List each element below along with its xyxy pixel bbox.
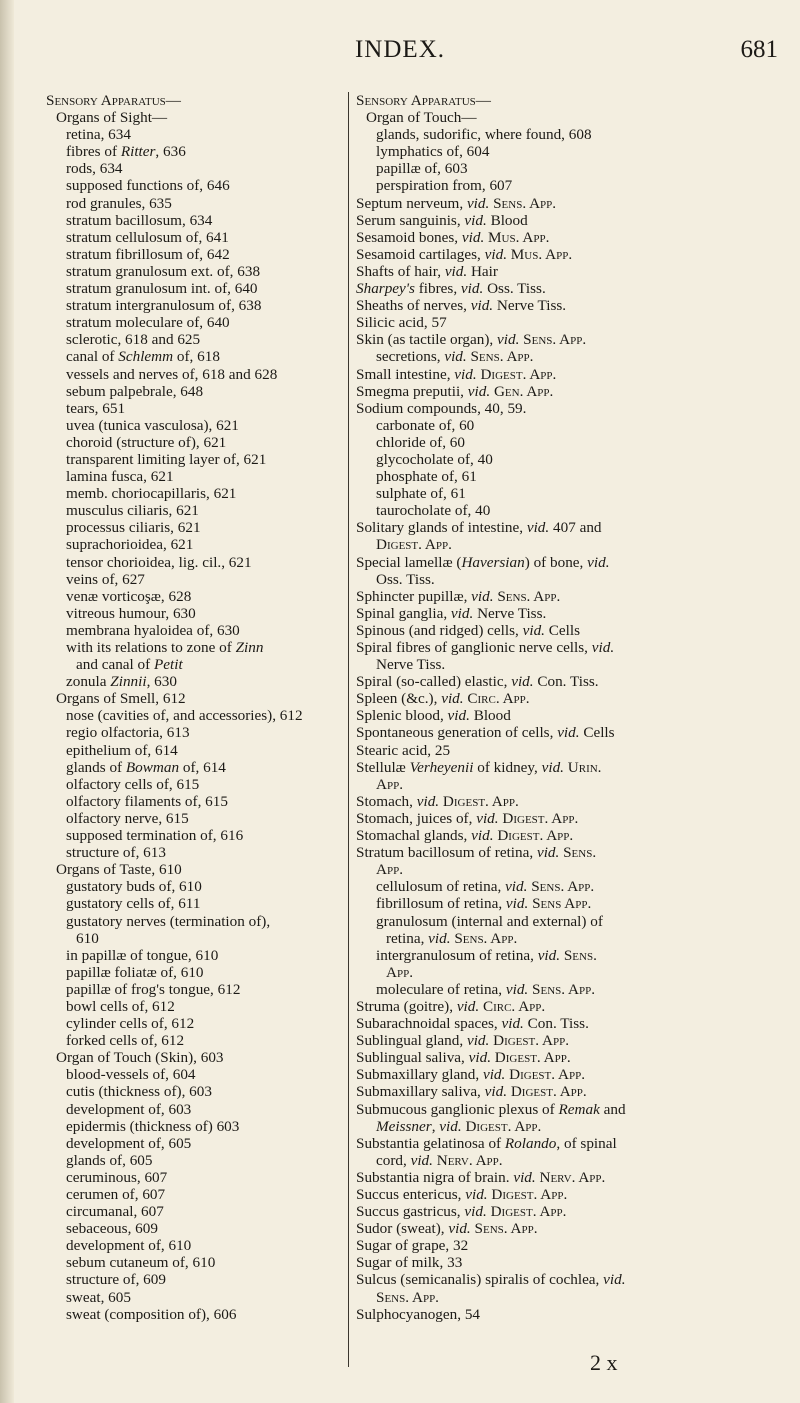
index-subentry: fibres of Ritter, 636 bbox=[66, 143, 186, 161]
index-subentry: papillæ foliatæ of, 610 bbox=[66, 963, 204, 981]
index-subentry: rods, 634 bbox=[66, 160, 123, 178]
index-subentry: sulphate of, 61 bbox=[376, 485, 466, 503]
index-subentry: intergranulosum of retina, vid. Sens. bbox=[376, 946, 597, 964]
index-entry: Septum nerveum, vid. Sens. App. bbox=[356, 194, 557, 212]
index-subentry: Organ of Touch (Skin), 603 bbox=[56, 1049, 224, 1067]
index-subentry: gustatory cells of, 611 bbox=[66, 895, 201, 913]
index-subentry: gustatory buds of, 610 bbox=[66, 878, 202, 896]
index-entry: Sheaths of nerves, vid. Nerve Tiss. bbox=[356, 297, 567, 315]
index-subentry: retina, vid. Sens. App. bbox=[386, 929, 518, 947]
index-subentry: circumanal, 607 bbox=[66, 1203, 164, 1221]
index-subentry: stratum intergranulosum of, 638 bbox=[66, 297, 262, 315]
index-subentry: stratum cellulosum of, 641 bbox=[66, 228, 229, 246]
index-subentry: veins of, 627 bbox=[66, 570, 145, 588]
index-entry: Serum sanguinis, vid. Blood bbox=[356, 211, 528, 229]
index-entry: Skin (as tactile organ), vid. Sens. App. bbox=[356, 331, 587, 349]
index-subentry: chloride of, 60 bbox=[376, 433, 465, 451]
index-entry: Stomach, vid. Digest. App. bbox=[356, 792, 519, 810]
index-entry: Stomach, juices of, vid. Digest. App. bbox=[356, 809, 579, 827]
index-entry: Sugar of milk, 33 bbox=[356, 1254, 463, 1272]
index-entry: Submaxillary gland, vid. Digest. App. bbox=[356, 1066, 586, 1084]
index-subentry: canal of Schlemm of, 618 bbox=[66, 348, 220, 366]
index-subentry: sebum palpebrale, 648 bbox=[66, 382, 204, 400]
index-entry: Sensory Apparatus— bbox=[46, 92, 181, 109]
index-subentry: sclerotic, 618 and 625 bbox=[66, 331, 201, 349]
index-entry: Sensory Apparatus— bbox=[356, 92, 491, 109]
index-subentry: tensor chorioidea, lig. cil., 621 bbox=[66, 553, 252, 571]
page-number: 681 bbox=[740, 36, 778, 63]
index-entry: Sulphocyanogen, 54 bbox=[356, 1305, 481, 1323]
index-entry: Substantia nigra of brain. vid. Nerv. App. bbox=[356, 1168, 606, 1186]
index-subentry: stratum granulosum ext. of, 638 bbox=[66, 262, 261, 280]
index-subentry: musculus ciliaris, 621 bbox=[66, 502, 199, 520]
index-entry: Stomachal glands, vid. Digest. App. bbox=[356, 827, 574, 845]
index-subentry: Nerve Tiss. bbox=[376, 656, 446, 674]
index-entry: Sesamoid cartilages, vid. Mus. App. bbox=[356, 245, 573, 263]
index-subentry: rod granules, 635 bbox=[66, 194, 172, 212]
index-subentry: structure of, 609 bbox=[66, 1271, 166, 1289]
index-subentry: in papillæ of tongue, 610 bbox=[66, 946, 219, 964]
index-subentry: cylinder cells of, 612 bbox=[66, 1015, 195, 1033]
index-subentry: zonula Zinnii, 630 bbox=[66, 673, 177, 691]
index-subentry: Organ of Touch— bbox=[366, 109, 477, 127]
index-subentry: Oss. Tiss. bbox=[376, 570, 435, 588]
index-subentry: stratum moleculare of, 640 bbox=[66, 314, 230, 332]
index-subentry: Sens. App. bbox=[376, 1288, 439, 1306]
column-divider bbox=[348, 92, 349, 1367]
index-subentry: fibrillosum of retina, vid. Sens App. bbox=[376, 895, 592, 913]
index-subentry: membrana hyaloidea of, 630 bbox=[66, 621, 240, 639]
index-subentry: Digest. App. bbox=[376, 536, 452, 554]
index-subentry: perspiration from, 607 bbox=[376, 177, 513, 195]
index-subentry: ceruminous, 607 bbox=[66, 1168, 168, 1186]
index-entry: Spontaneous generation of cells, vid. Cells bbox=[356, 724, 615, 742]
index-entry: Sudor (sweat), vid. Sens. App. bbox=[356, 1220, 538, 1238]
index-entry: Special lamellæ (Haversian) of bone, vid. bbox=[356, 553, 610, 571]
index-entry: Splenic blood, vid. Blood bbox=[356, 707, 511, 725]
index-subentry: and canal of Petit bbox=[76, 656, 183, 674]
index-entry: Smegma preputii, vid. Gen. App. bbox=[356, 382, 554, 400]
index-subentry: glands of Bowman of, 614 bbox=[66, 758, 226, 776]
index-entry: Solitary glands of intestine, vid. 407 and bbox=[356, 519, 602, 537]
index-subentry: glycocholate of, 40 bbox=[376, 450, 493, 468]
index-entry: Submaxillary saliva, vid. Digest. App. bbox=[356, 1083, 587, 1101]
index-column-right bbox=[356, 92, 746, 1323]
index-subentry: Organs of Sight— bbox=[56, 109, 168, 127]
index-subentry: retina, 634 bbox=[66, 126, 131, 144]
index-subentry: olfactory cells of, 615 bbox=[66, 775, 200, 793]
index-entry: Sharpey's fibres, vid. Oss. Tiss. bbox=[356, 280, 546, 298]
index-subentry: tears, 651 bbox=[66, 399, 126, 417]
index-subentry: epithelium of, 614 bbox=[66, 741, 178, 759]
index-subentry: vessels and nerves of, 618 and 628 bbox=[66, 365, 278, 383]
index-subentry: olfactory filaments of, 615 bbox=[66, 792, 228, 810]
index-column-left bbox=[46, 92, 346, 1323]
index-entry: Succus gastricus, vid. Digest. App. bbox=[356, 1203, 567, 1221]
index-subentry: Organs of Smell, 612 bbox=[56, 690, 186, 708]
index-subentry: supposed functions of, 646 bbox=[66, 177, 230, 195]
index-subentry: granulosum (internal and external) of bbox=[376, 912, 603, 930]
index-subentry: stratum granulosum int. of, 640 bbox=[66, 280, 258, 298]
index-subentry: choroid (structure of), 621 bbox=[66, 433, 227, 451]
index-entry: Stellulæ Verheyenii of kidney, vid. Urin. bbox=[356, 758, 602, 776]
index-subentry: development of, 610 bbox=[66, 1237, 192, 1255]
index-entry: Stratum bacillosum of retina, vid. Sens. bbox=[356, 844, 597, 862]
index-subentry: secretions, vid. Sens. App. bbox=[376, 348, 534, 366]
index-subentry: sebum cutaneum of, 610 bbox=[66, 1254, 216, 1272]
index-subentry: papillæ of frog's tongue, 612 bbox=[66, 980, 241, 998]
index-subentry: structure of, 613 bbox=[66, 844, 166, 862]
index-entry: Sugar of grape, 32 bbox=[356, 1237, 469, 1255]
index-entry: Sesamoid bones, vid. Mus. App. bbox=[356, 228, 550, 246]
page-edge bbox=[0, 0, 14, 1403]
index-subentry: lymphatics of, 604 bbox=[376, 143, 490, 161]
index-subentry: gustatory nerves (termination of), bbox=[66, 912, 271, 930]
index-subentry: uvea (tunica vasculosa), 621 bbox=[66, 416, 239, 434]
index-entry: Submucous ganglionic plexus of Remak and bbox=[356, 1100, 626, 1118]
index-subentry: supposed termination of, 616 bbox=[66, 827, 244, 845]
index-subentry: papillæ of, 603 bbox=[376, 160, 468, 178]
index-subentry: sebaceous, 609 bbox=[66, 1220, 158, 1238]
index-subentry: bowl cells of, 612 bbox=[66, 997, 175, 1015]
index-entry: Sublingual saliva, vid. Digest. App. bbox=[356, 1049, 571, 1067]
index-subentry: vitreous humour, 630 bbox=[66, 604, 196, 622]
index-subentry: suprachorioidea, 621 bbox=[66, 536, 194, 554]
index-entry: Spiral (so-called) elastic, vid. Con. Tiss. bbox=[356, 673, 599, 691]
index-entry: Sphincter pupillæ, vid. Sens. App. bbox=[356, 587, 561, 605]
index-subentry: cutis (thickness of), 603 bbox=[66, 1083, 212, 1101]
index-subentry: App. bbox=[386, 963, 414, 981]
index-subentry: cord, vid. Nerv. App. bbox=[376, 1151, 503, 1169]
index-subentry: epidermis (thickness of) 603 bbox=[66, 1117, 240, 1135]
index-entry: Spinous (and ridged) cells, vid. Cells bbox=[356, 621, 581, 639]
index-entry: Sublingual gland, vid. Digest. App. bbox=[356, 1032, 569, 1050]
index-entry: Stearic acid, 25 bbox=[356, 741, 451, 759]
index-subentry: App. bbox=[376, 861, 404, 879]
index-subentry: 610 bbox=[76, 929, 99, 947]
page-header bbox=[0, 22, 800, 62]
index-subentry: phosphate of, 61 bbox=[376, 468, 477, 486]
index-entry: Spiral fibres of ganglionic nerve cells, vid. bbox=[356, 639, 615, 656]
index-subentry: Organs of Taste, 610 bbox=[56, 861, 182, 879]
index-entry: Succus entericus, vid. Digest. App. bbox=[356, 1186, 568, 1203]
index-subentry: sweat (composition of), 606 bbox=[66, 1305, 237, 1323]
index-subentry: Meissner, vid. Digest. App. bbox=[376, 1117, 542, 1135]
index-subentry: sweat, 605 bbox=[66, 1288, 131, 1306]
index-subentry: App. bbox=[376, 775, 404, 793]
index-subentry: development of, 603 bbox=[66, 1100, 192, 1118]
index-entry: Silicic acid, 57 bbox=[356, 314, 447, 332]
index-subentry: stratum fibrillosum of, 642 bbox=[66, 245, 230, 263]
index-subentry: memb. choriocapillaris, 621 bbox=[66, 485, 237, 503]
index-entry: Spleen (&c.), vid. Circ. App. bbox=[356, 690, 530, 708]
signature-mark: 2 x bbox=[590, 1350, 618, 1375]
index-subentry: glands, sudorific, where found, 608 bbox=[376, 126, 592, 144]
index-entry: Sodium compounds, 40, 59. bbox=[356, 399, 527, 417]
index-entry: Small intestine, vid. Digest. App. bbox=[356, 365, 557, 383]
index-entry: Struma (goitre), vid. Circ. App. bbox=[356, 997, 546, 1015]
index-subentry: forked cells of, 612 bbox=[66, 1032, 185, 1050]
index-subentry: processus ciliaris, 621 bbox=[66, 519, 201, 537]
index-subentry: cellulosum of retina, vid. Sens. App. bbox=[376, 878, 595, 896]
index-subentry: moleculare of retina, vid. Sens. App. bbox=[376, 980, 596, 998]
index-entry: Sulcus (semicanalis) spiralis of cochlea, vid. bbox=[356, 1271, 626, 1289]
index-subentry: carbonate of, 60 bbox=[376, 416, 475, 434]
index-subentry: cerumen of, 607 bbox=[66, 1186, 166, 1203]
index-subentry: taurocholate of, 40 bbox=[376, 502, 491, 520]
index-entry: Spinal ganglia, vid. Nerve Tiss. bbox=[356, 604, 547, 622]
index-subentry: glands of, 605 bbox=[66, 1151, 153, 1169]
index-subentry: olfactory nerve, 615 bbox=[66, 809, 189, 827]
page-title: INDEX. bbox=[354, 36, 445, 63]
index-subentry: nose (cavities of, and accessories), 612 bbox=[66, 707, 303, 725]
index-entry: Shafts of hair, vid. Hair bbox=[356, 262, 498, 280]
index-subentry: development of, 605 bbox=[66, 1134, 192, 1152]
index-entry: Substantia gelatinosa of Rolando, of spinal bbox=[356, 1134, 617, 1152]
index-subentry: venæ vorticoşæ, 628 bbox=[66, 587, 192, 605]
index-subentry: blood-vessels of, 604 bbox=[66, 1066, 196, 1084]
index-entry: Subarachnoidal spaces, vid. Con. Tiss. bbox=[356, 1015, 589, 1033]
index-subentry: with its relations to zone of Zinn bbox=[66, 639, 264, 656]
index-subentry: regio olfactoria, 613 bbox=[66, 724, 190, 742]
index-subentry: stratum bacillosum, 634 bbox=[66, 211, 213, 229]
index-subentry: lamina fusca, 621 bbox=[66, 468, 174, 486]
index-subentry: transparent limiting layer of, 621 bbox=[66, 450, 267, 468]
